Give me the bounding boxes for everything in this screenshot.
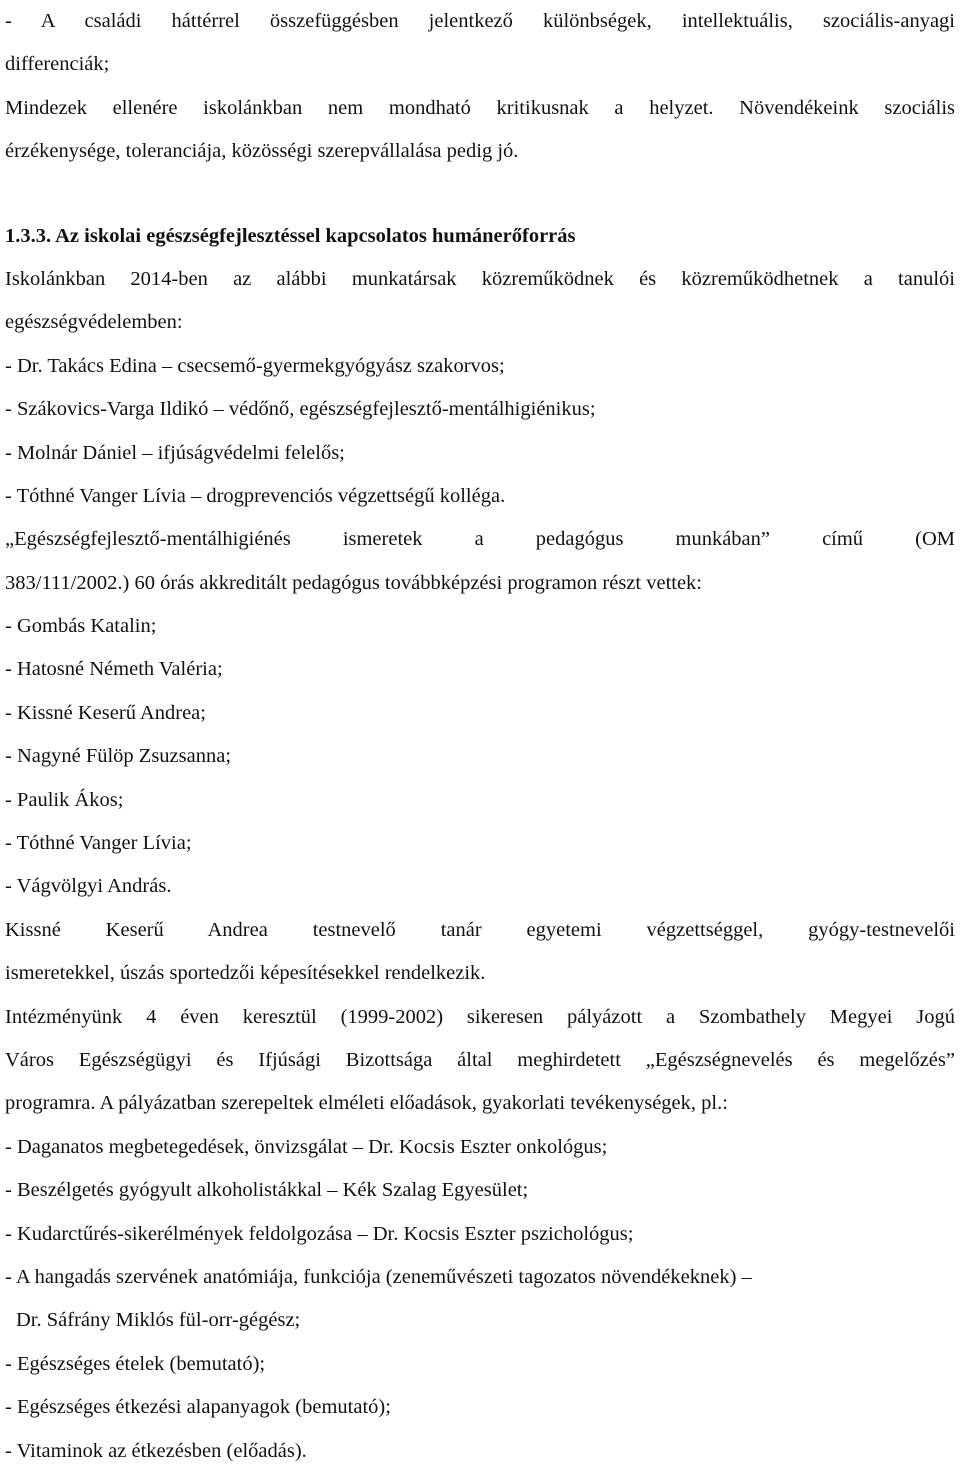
intro-line: - A családi háttérrel összefüggésben jelentkező különbségek, intellektuális, szociális-anyagi (5, 10, 955, 32)
activity-item: - Egészséges étkezési alapanyagok (bemutató); (5, 1396, 391, 1419)
participant-list (5, 605, 955, 909)
activity-list (5, 1126, 955, 1473)
document-page (5, 0, 955, 1473)
paragraph-gap (5, 174, 955, 215)
staff-item: - Molnár Dániel – ifjúságvédelmi felelős; (5, 441, 345, 464)
participant-item: - Hatosné Németh Valéria; (5, 658, 223, 681)
intro-line: Mindezek ellenére iskolánkban nem mondható kritikusnak a helyzet. Növendékeink szociális (5, 96, 955, 119)
participant-item: - Kissné Keserű Andrea; (5, 701, 206, 724)
program-line: Város Egészségügyi és Ifjúsági Bizottsága által meghirdetett „Egészségnevelés és megelőzés” (5, 1048, 955, 1071)
staff-list (5, 345, 955, 519)
participant-item: - Tóthné Vanger Lívia; (5, 832, 192, 855)
staff-item: - Tóthné Vanger Lívia – drogprevenciós végzettségű kolléga. (5, 484, 506, 507)
section-intro-line: Iskolánkban 2014-ben az alábbi munkatársak közreműködnek és közreműködhetnek a tanulói (5, 267, 955, 290)
section-heading: 1.3.3. Az iskolai egészségfejlesztéssel kapcsolatos humánerőforrás (5, 224, 576, 247)
activity-item: - Vitaminok az étkezésben (előadás). (5, 1439, 307, 1462)
activity-item: - A hangadás szervének anatómiája, funkciója (zeneművészeti tagozatos növendékeknek) – (5, 1265, 752, 1288)
intro-line: érzékenysége, toleranciája, közösségi szerepvállalása pedig jó. (5, 140, 519, 163)
kissne-line: ismeretekkel, úszás sportedzői képesítésekkel rendelkezik. (5, 962, 486, 985)
intro-line: differenciák; (5, 53, 110, 76)
participant-item: - Vágvölgyi András. (5, 875, 172, 898)
staff-item: - Szákovics-Varga Ildikó – védőnő, egészségfejlesztő-mentálhigiénikus; (5, 398, 596, 421)
section-intro-line: egészségvédelemben: (5, 311, 183, 334)
participant-item: - Nagyné Fülöp Zsuzsanna; (5, 745, 232, 768)
activity-item: - Beszélgetés gyógyult alkoholistákkal – Kék Szalag Egyesület; (5, 1179, 529, 1202)
staff-item: - Dr. Takács Edina – csecsemő-gyermekgyógyász szakorvos; (5, 354, 505, 377)
program-line: programra. A pályázatban szerepeltek elméleti előadások, gyakorlati tevékenységek, pl.: (5, 1092, 728, 1115)
course-line: „Egészségfejlesztő-mentálhigiénés ismeretek a pedagógus munkában” című (OM (5, 528, 955, 551)
activity-item-continuation: Dr. Sáfrány Miklós fül-orr-gégész; (16, 1309, 301, 1332)
program-line: Intézményünk 4 éven keresztül (1999-2002) sikeresen pályázott a Szombathely Megyei Jogú (5, 1005, 955, 1028)
activity-item: - Daganatos megbetegedések, önvizsgálat – Dr. Kocsis Eszter onkológus; (5, 1135, 608, 1158)
activity-item: - Egészséges ételek (bemutató); (5, 1352, 266, 1375)
course-line: 383/111/2002.) 60 órás akkreditált pedagógus továbbképzési programon részt vettek: (5, 571, 702, 594)
kissne-line: Kissné Keserű Andrea testnevelő tanár egyetemi végzettséggel, gyógy-testnevelői (5, 918, 955, 941)
activity-item: - Kudarctűrés-sikerélmények feldolgozása – Dr. Kocsis Eszter pszichológus; (5, 1222, 634, 1245)
participant-item: - Gombás Katalin; (5, 615, 157, 638)
participant-item: - Paulik Ákos; (5, 788, 124, 811)
